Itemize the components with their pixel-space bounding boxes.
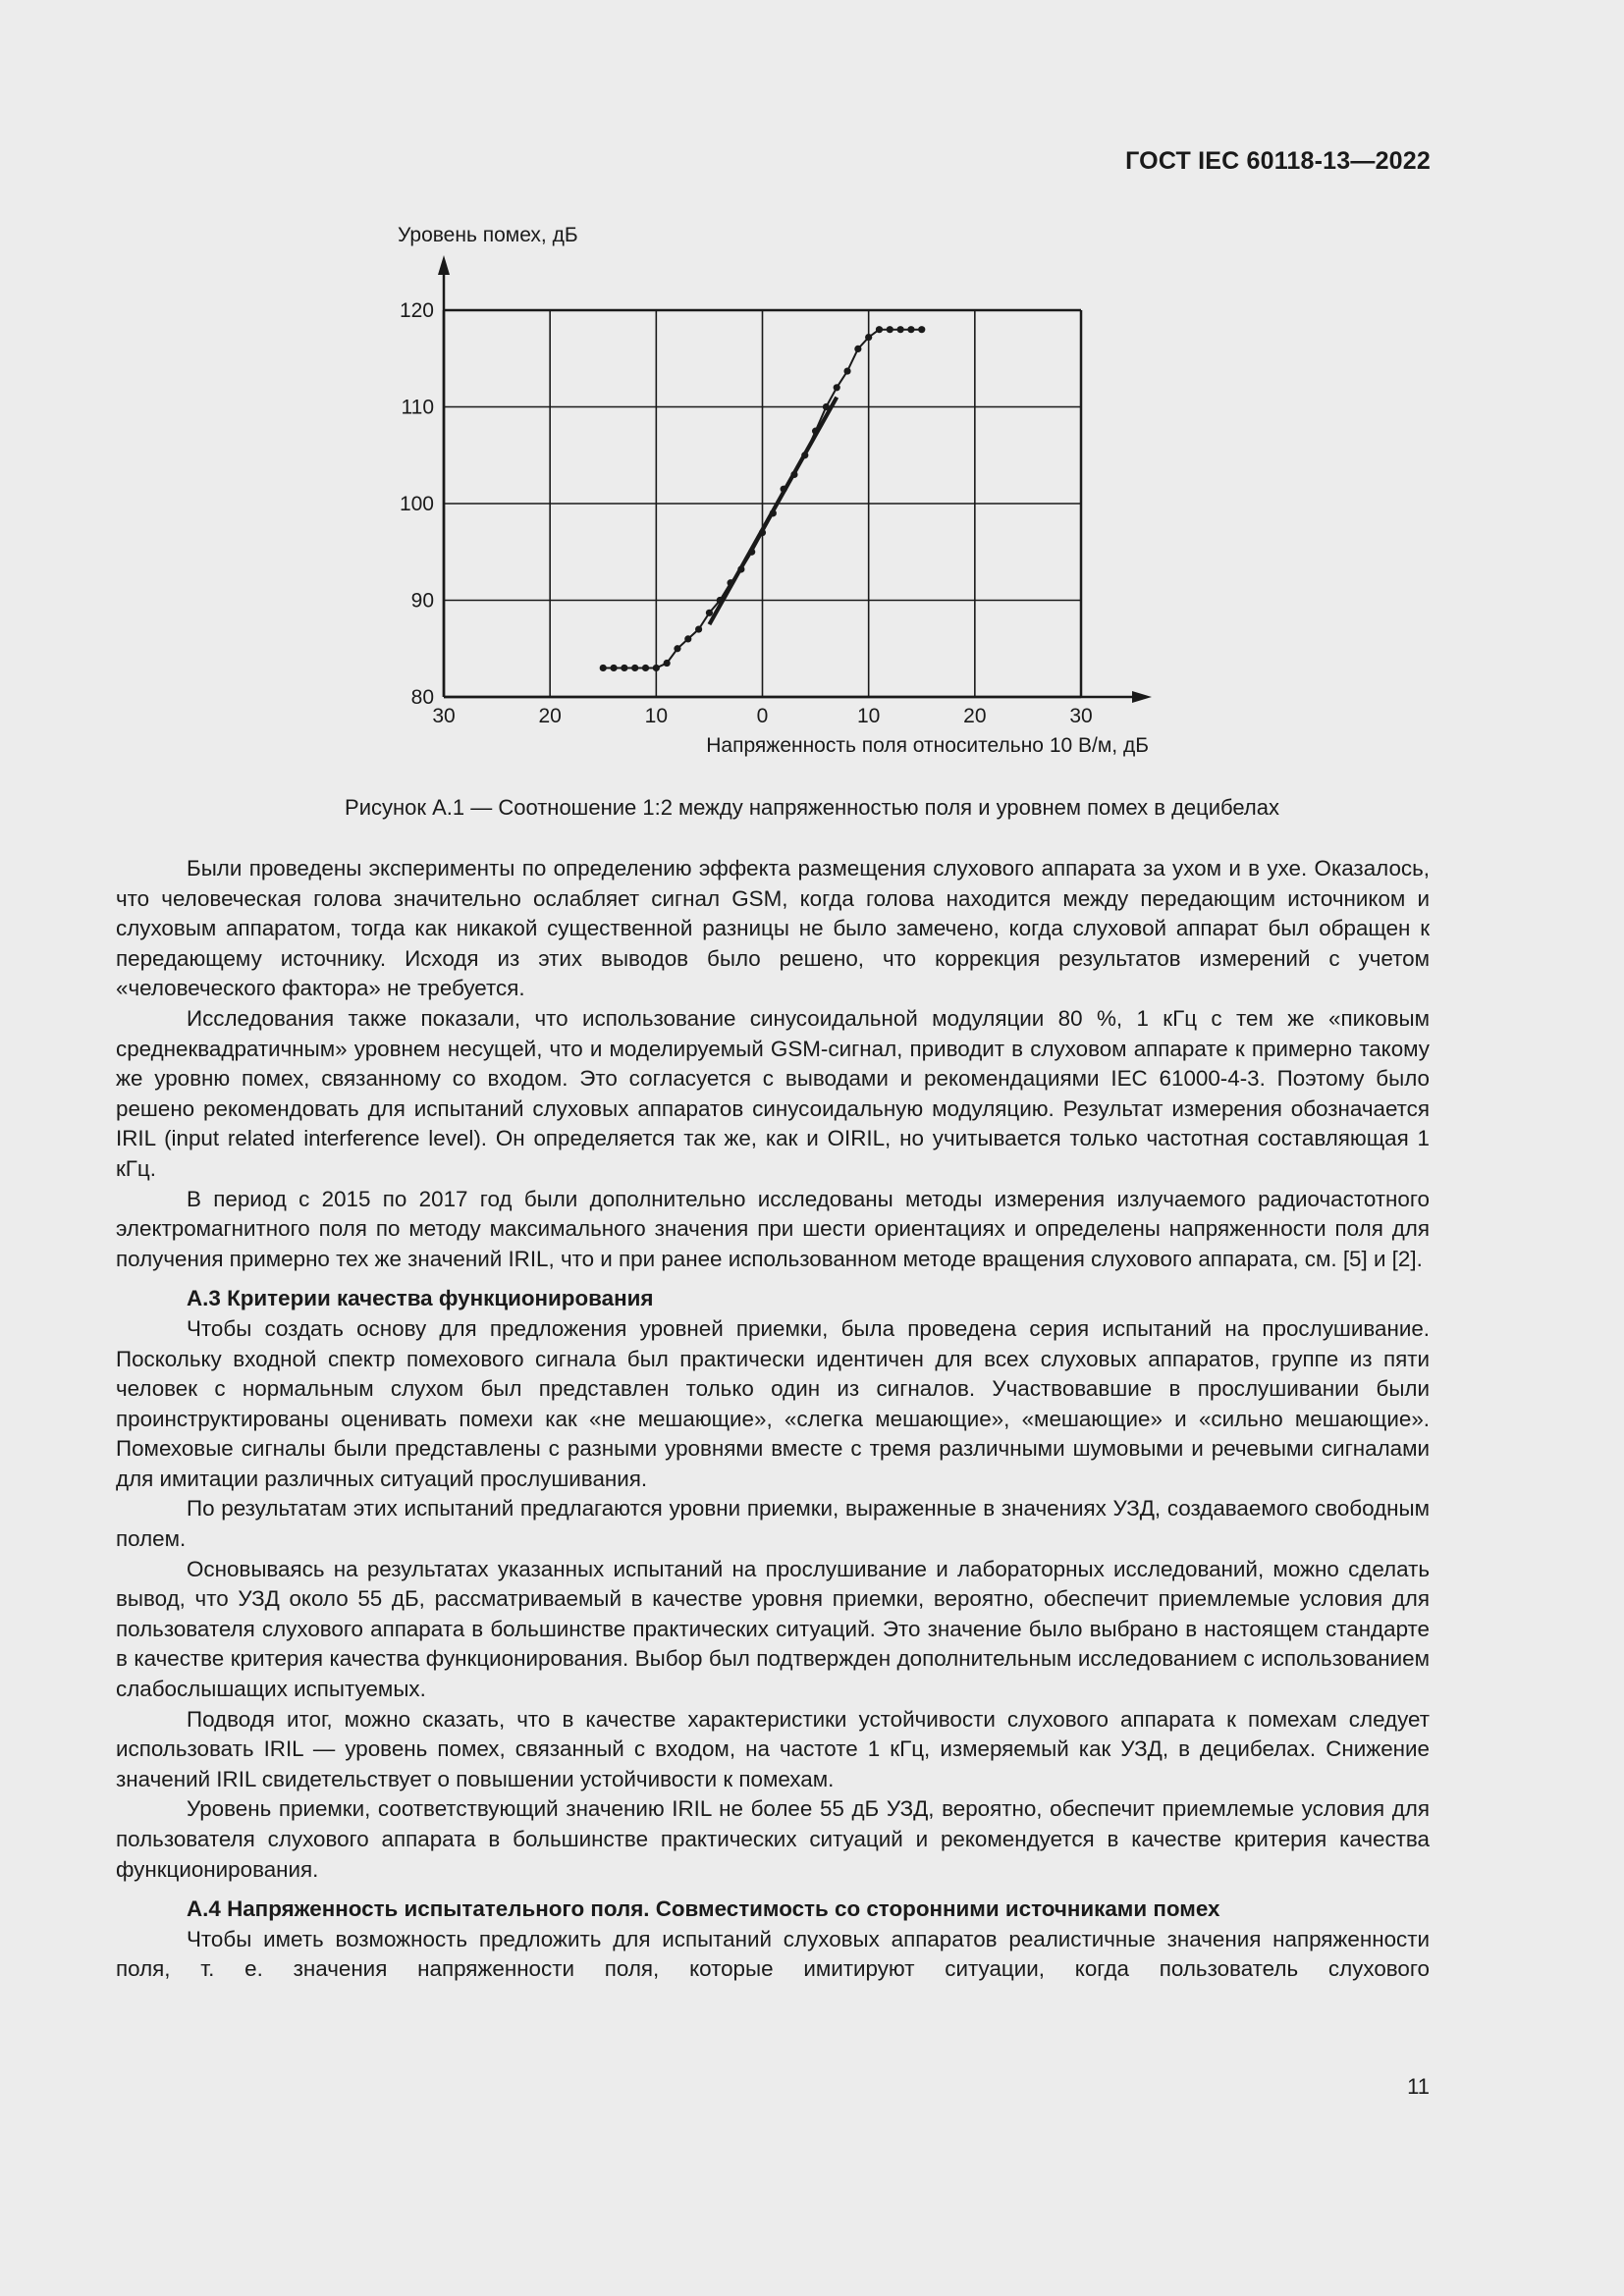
data-point	[684, 635, 691, 642]
chart-axes	[438, 255, 1152, 703]
x-tick-label: 20	[538, 705, 562, 727]
paragraph: Основываясь на результатах указанных испытаний на прослушивание и лабораторных исследований, можно сделать вывод, что УЗД около 55 дБ, рассматриваемый в качестве уровня приемки, вероятно, обеспечит приемлемые условия для пользователя слухового аппарата в большинстве практических ситуаций. Это значение было выбрано в настоящем стандарте в качестве критерия качества функционирования. Выбор был подтвержден дополнительным исследованием с использованием слабослышащих испытуемых.	[116, 1556, 1430, 1702]
data-point	[887, 326, 893, 333]
x-tick-label: 10	[644, 705, 669, 727]
data-point	[907, 326, 914, 333]
data-point	[610, 665, 617, 671]
x-tick-label: 10	[856, 705, 881, 727]
document-header: ГОСТ IEC 60118-13—2022	[1125, 147, 1431, 175]
paragraph: Были проведены эксперименты по определению эффекта размещения слухового аппарата за ухом и в ухе. Оказалось, что человеческая голова значительно ослабляет сигнал GSM, когда голова находится между передающим источником и слуховым аппаратом, тогда как никакой существенной разницы не было замечено, когда слуховой аппарат был обращен к передающему источнику. Исходя из этих выводов было решено, что коррекция результатов измерений с учетом «человеческого фактора» не требуется.	[116, 856, 1430, 1001]
data-point	[865, 334, 872, 341]
section-heading-a3: А.3 Критерии качества функционирования	[187, 1286, 654, 1311]
x-tick-label: 30	[1069, 705, 1093, 727]
y-tick-label: 90	[410, 589, 434, 613]
body-text	[116, 854, 1430, 1985]
data-point	[653, 665, 660, 671]
x-axis-arrow	[1132, 691, 1152, 703]
fit-line-1-to-2	[709, 398, 837, 624]
x-axis-label: Напряженность поля относительно 10 В/м, дБ	[706, 734, 1149, 757]
y-tick-label: 110	[401, 396, 434, 419]
paragraph: Чтобы иметь возможность предложить для испытаний слуховых аппаратов реалистичные значения напряженности поля, т. е. значения напряженности поля, которые имитируют ситуации, когда пользователь слухового	[116, 1926, 1430, 1982]
x-tick-label: 0	[756, 705, 769, 727]
paragraph: Исследования также показали, что использование синусоидальной модуляции 80 %, 1 кГц с тем же «пиковым среднеквадратичным» уровнем несущей, что и моделируемый GSM-сигнал, приводит в слуховом аппарате к примерно такому же уровню помех, связанному со входом. Это согласуется с выводами и рекомендациями IEC 61000-4-3. Поэтому было решено рекомендовать для испытаний слуховых аппаратов синусоидальную модуляцию. Результат измерения обозначается IRIL (input related interference level). Он определяется так же, как и OIRIL, но учитывается только частотная составляющая 1 кГц.	[116, 1005, 1430, 1181]
data-point	[631, 665, 638, 671]
paragraph: Уровень приемки, соответствующий значению IRIL не более 55 дБ УЗД, вероятно, обеспечит приемлемые условия для пользователя слухового аппарата в большинстве практических ситуаций и рекомендуется в качестве критерия качества функционирования.	[116, 1796, 1430, 1882]
data-point	[674, 645, 680, 652]
data-point	[695, 625, 702, 632]
data-point	[664, 660, 671, 667]
data-point	[854, 346, 861, 352]
chart-ticks	[400, 299, 1093, 727]
chart-grid	[444, 310, 1081, 697]
figure-a1	[373, 218, 1178, 768]
x-tick-label: 30	[432, 705, 456, 727]
data-point	[843, 367, 850, 374]
paragraph: В период с 2015 по 2017 год были дополнительно исследованы методы измерения излучаемого радиочастотного электромагнитного поля по методу максимального значения при шести ориентациях и определены напряженности поля для получения примерно тех же значений IRIL, что и при ранее использованном методе вращения слухового аппарата, см. [5] и [2].	[116, 1186, 1430, 1271]
x-tick-label: 20	[963, 705, 987, 727]
data-point	[642, 665, 649, 671]
data-point	[834, 384, 840, 391]
chart-svg	[373, 218, 1178, 768]
paragraph: Подводя итог, можно сказать, что в качестве характеристики устойчивости слухового аппарата к помехам следует использовать IRIL — уровень помех, связанный с входом, на частоте 1 кГц, измеряемый как УЗД, в децибелах. Снижение значений IRIL свидетельствует о повышении устойчивости к помехам.	[116, 1706, 1430, 1791]
paragraph: Чтобы создать основу для предложения уровней приемки, была проведена серия испытаний на прослушивание. Поскольку входной спектр помехового сигнала был практически идентичен для всех слуховых аппаратов, группе из пяти человек с нормальным слухом был представлен только один из сигналов. Участвовавшие в прослушивании были проинструктированы оценивать помехи как «не мешающие», «слегка мешающие», «мешающие» и «сильно мешающие». Помеховые сигналы были представлены с разными уровнями вместе с тремя различными шумовыми и речевыми сигналами для имитации различных ситуаций прослушивания.	[116, 1315, 1430, 1491]
paragraph: По результатам этих испытаний предлагаются уровни приемки, выраженные в значениях УЗД, создаваемого свободным полем.	[116, 1496, 1430, 1552]
data-point	[918, 326, 925, 333]
figure-caption: Рисунок А.1 — Соотношение 1:2 между напряженностью поля и уровнем помех в децибелах	[345, 795, 1279, 820]
y-tick-label: 120	[399, 299, 434, 322]
y-tick-label: 80	[410, 686, 434, 709]
section-heading-a4: А.4 Напряженность испытательного поля. Совместимость со сторонними источниками помех	[187, 1896, 1220, 1922]
data-point	[876, 326, 883, 333]
data-point	[600, 665, 607, 671]
data-point	[621, 665, 627, 671]
data-point	[897, 326, 904, 333]
y-axis-arrow	[438, 255, 450, 275]
page-number: 11	[1407, 2074, 1430, 2099]
data-point	[706, 610, 713, 616]
y-axis-label: Уровень помех, дБ	[398, 224, 578, 246]
y-tick-label: 100	[399, 493, 434, 515]
